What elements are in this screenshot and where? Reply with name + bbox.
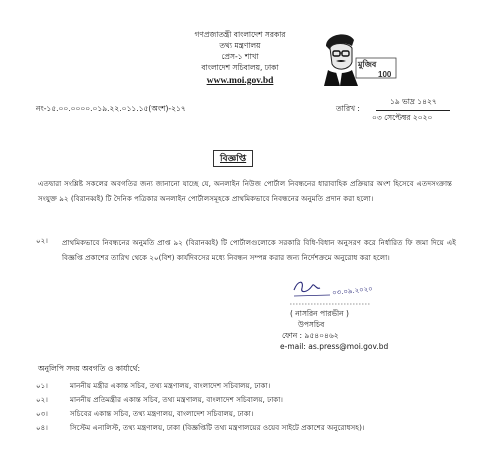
- signature-handwritten-date: ০৩.০৯.২০২০: [331, 284, 374, 298]
- header-section: প্রেস-১ শাখা: [221, 52, 259, 61]
- notice-title: বিজ্ঞপ্তি: [213, 150, 253, 167]
- paragraph-2: প্রাথমিকভাবে নিবন্ধনের অনুমতি প্রাপ্ত ৯২ (বিরানব্বই) টি পোর্টালগুলোকে সরকারি বিধি-বিধান অনুসরণ করে নির্ধারিত ফি জমা দিয়ে এই বিজ্ঞপ্তি প্রকাশের তারিখ থেকে ২০(বিশ) কার্যদিবসের মধ্যে নিবন্ধন সম্পন্ন করার জন্য নির্দেশক্রমে অনুরোধ করা হলো।: [62, 238, 456, 262]
- mujib-100-logo: [318, 30, 398, 86]
- signatory-phone: ফোন : ৯৫৪০৪৬২: [282, 331, 339, 340]
- copy-to-heading: অনুলিপি সদয় অবগতি ও কার্যার্থে:: [38, 364, 140, 373]
- date-divider: [376, 110, 450, 111]
- date-gregorian: ০৩ সেপ্টেম্বর ২০২০: [372, 113, 433, 122]
- copy-item-text: সচিবের একান্ত সচিব, তথ্য মন্ত্রণালয়, বাংলাদেশ সচিবালয়, ঢাকা।: [70, 409, 254, 418]
- signature-dotted-line: [290, 300, 370, 308]
- copy-item-number: ০১।: [36, 381, 48, 390]
- header-ministry: তথ্য মন্ত্রণালয়: [219, 41, 261, 50]
- logo-number: 100: [378, 70, 392, 79]
- paragraph-1: এতদ্বারা সংশ্লিষ্ট সকলের অবগতির জন্য জানানো যাচ্ছে যে, অনলাইন নিউজ পোর্টাল নিবন্ধনের ধারাবাহিক প্রক্রিয়ার অংশ হিসেবে এতদসংক্রান্ত সংযুক্ত ৯২ (বিরানব্বই) টি দৈনিক পত্রিকার অনলাইন পোর্টালসমূহকে প্রাথমিকভাবে নিবন্ধনের অনুমতি প্রদান করা হলো।: [38, 179, 452, 203]
- copy-item-text: সিস্টেম এনালিস্ট, তথ্য মন্ত্রণালয়, ঢাকা (বিজ্ঞপ্তিটি তথ্য মন্ত্রণালয়ের ওয়েব সাইটে প্রকাশের অনুরোধসহ)।: [70, 423, 365, 432]
- signatory-email-link[interactable]: e-mail: as.press@moi.gov.bd: [280, 342, 389, 351]
- header-address: বাংলাদেশ সচিবালয়, ঢাকা: [201, 63, 279, 72]
- logo-text: মুজিব: [358, 60, 377, 69]
- paragraph-2-number: ০২।: [36, 236, 48, 245]
- copy-item-text: মাননীয় প্রতিমন্ত্রীর একান্ত সচিব, তথ্য মন্ত্রণালয়, বাংলাদেশ সচিবালয়, ঢাকা।: [70, 395, 283, 404]
- signatory-name: ( নাসরিন পারভীন ): [290, 309, 349, 318]
- date-bangla: ১৯ ভাদ্র ১৪২৭: [390, 97, 437, 106]
- reference-number: নং-১৫.০০.০০০০.০১৯.২২.০১১.১৫(অংশ)-২১৭: [36, 104, 186, 113]
- date-label: তারিখ :: [336, 104, 360, 113]
- copy-item-number: ০৩।: [36, 409, 48, 418]
- signatory-designation: উপসচিব: [298, 320, 325, 329]
- copy-item-number: ০৪।: [36, 423, 48, 432]
- header-website-link[interactable]: www.moi.gov.bd: [206, 76, 274, 86]
- copy-item-number: ০২।: [36, 395, 48, 404]
- copy-item-text: মাননীয় মন্ত্রীর একান্ত সচিব, তথ্য মন্ত্রণালয়, বাংলাদেশ সচিবালয়, ঢাকা।: [70, 381, 271, 390]
- header-government: গণপ্রজাতন্ত্রী বাংলাদেশ সরকার: [194, 30, 286, 39]
